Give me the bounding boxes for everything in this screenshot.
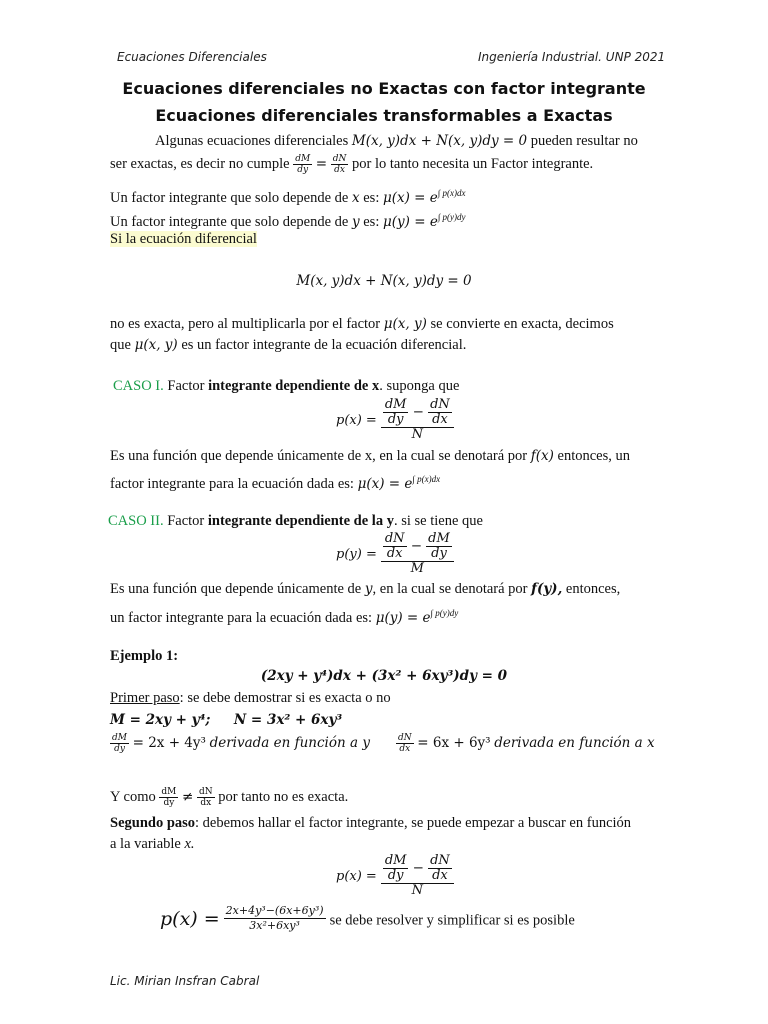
factor-x-exp: ∫ p(x)dx: [437, 188, 466, 198]
caso1-mu: μ(x) = e: [357, 476, 413, 492]
caso2-line1b: , en la cual se denotará por: [372, 581, 528, 597]
no-exacta-line-2: [110, 336, 466, 354]
frac-den: dx: [200, 798, 212, 808]
dM-dy-fraction-ex: [110, 733, 129, 754]
caso2-mu: μ(y) = e: [375, 610, 431, 626]
neq-sign: ≠: [182, 788, 194, 805]
frac-den: dy: [387, 868, 404, 883]
caso1-big-fraction: [381, 398, 454, 442]
caso2-formula: [336, 532, 454, 576]
header-left: Ecuaciones Diferenciales: [117, 50, 267, 64]
factor-x-mu: μ(x) = e: [382, 190, 438, 206]
paso2-formula: [336, 854, 454, 898]
frac-num: dN: [198, 787, 213, 797]
caso2-frac-b: [426, 532, 452, 561]
caso2-line1-text: Es una función que depende únicamente de: [110, 581, 362, 597]
dNdx-value: = 6x + 6y³: [417, 734, 491, 751]
M-N-definitions: [110, 711, 342, 729]
title-main: Ecuaciones diferenciales no Exactas con factor integrante: [122, 79, 646, 98]
title-sub: Ecuaciones diferenciales transformables a Exactas: [155, 106, 613, 125]
caso2-y: y: [364, 581, 373, 597]
frac-den: dx: [432, 412, 448, 427]
factor-x-line: [110, 184, 465, 207]
caso2-fy: f(y),: [531, 581, 563, 597]
no-exacta-c: que: [110, 337, 131, 353]
factor-x-es: es:: [363, 190, 380, 206]
caso1-numerator: $\frac{dM}{dy}$ − $\frac{dN}{dx}$: [381, 398, 454, 428]
frac-num: dM: [161, 787, 177, 797]
frac-den: dx: [334, 165, 345, 175]
caso2-line-1: [110, 580, 620, 598]
dMdy-line: [110, 733, 370, 754]
frac-num: dM: [384, 853, 407, 868]
big-px-fraction: [224, 904, 326, 933]
si-line: [110, 230, 257, 248]
paso2-line-2: [110, 835, 195, 853]
caso1-line1-text: Es una función que depende únicamente de x, en la cual se denotará por: [110, 448, 528, 464]
main-equation: M(x, y)dx + N(x, y)dy = 0: [296, 273, 472, 289]
caso2-big-fraction: [381, 532, 454, 576]
ycomo-a: Y como: [110, 788, 156, 805]
caso2-line-2: [110, 604, 458, 627]
caso2-exp: ∫ p(y)dy: [430, 608, 459, 618]
factor-y-var: y: [351, 214, 360, 230]
caso1-line-2: [110, 470, 440, 493]
caso1-line-1: [110, 447, 630, 465]
frac-den: dy: [297, 165, 309, 175]
factor-y-text: Un factor integrante que solo depende de: [110, 214, 349, 230]
paso2-frac-a: [383, 854, 409, 883]
frac-den: dy: [114, 744, 125, 754]
caso2-heading: [108, 512, 483, 530]
ejemplo-title: Ejemplo 1:: [110, 648, 179, 664]
big-px-tail: se debe resolver y simplificar si es posible: [329, 912, 575, 929]
paso2-lhs: p(x) =: [336, 868, 377, 884]
factor-y-es: es:: [363, 214, 380, 230]
frac-num: dN: [430, 853, 450, 868]
caso1-line2-text: factor integrante para la ecuación dada es:: [110, 476, 354, 492]
frac-num: dM: [384, 397, 407, 412]
dN-dx-fraction-ex: [396, 733, 414, 754]
caso2-a: Factor: [167, 513, 205, 529]
M-N-text: M = 2xy + y⁴; N = 3x² + 6xy³: [110, 712, 343, 728]
dM-dy-fraction-ycomo: [159, 787, 178, 808]
paso1-text: : se debe demostrar si es exacta o no: [179, 690, 391, 706]
paso2-line-1: [110, 814, 631, 832]
big-px-line: [160, 904, 575, 933]
frac-num: dM: [112, 733, 127, 743]
frac-num: dM: [295, 154, 311, 164]
no-exacta-line-1: [110, 315, 614, 333]
dN-dx-fraction-ycomo: [197, 787, 215, 808]
no-exacta-b: se convierte en exacta, decimos: [430, 316, 614, 332]
caso1-denominator: N: [411, 427, 423, 442]
factor-x-text: Un factor integrante que solo depende de: [110, 190, 349, 206]
intro-line-1: [155, 132, 638, 150]
paso2-big-fraction: [381, 854, 454, 898]
caso1-lhs: p(x) =: [336, 412, 377, 428]
frac-den: dx: [432, 868, 448, 883]
dNdx-line: [396, 733, 655, 754]
caso2-bold: integrante dependiente de la y: [207, 513, 394, 529]
paso2-denominator: N: [411, 883, 423, 898]
factor-y-mu: μ(y) = e: [382, 214, 438, 230]
frac-den: dy: [163, 798, 175, 808]
dMdy-value: = 2x + 4y³: [132, 734, 206, 751]
paso1-line: [110, 689, 391, 707]
caso1-exp: ∫ p(x)dx: [412, 474, 441, 484]
caso1-heading: [113, 377, 459, 395]
header-right: Ingeniería Industrial. UNP 2021: [478, 50, 666, 64]
caso1-label: CASO I.: [113, 378, 164, 394]
caso2-lhs: p(y) =: [336, 546, 377, 562]
frac-den: dy: [431, 546, 447, 561]
caso2-line2-text: un factor integrante para la ecuación dada es:: [110, 610, 373, 626]
frac-num: dN: [398, 733, 412, 743]
si-highlight: Si la ecuación diferencial: [110, 231, 257, 247]
no-exacta-a: no es exacta, pero al multiplicarla por el factor: [110, 316, 381, 332]
frac-num: dM: [428, 531, 450, 546]
factor-y-exp: ∫ p(y)dy: [437, 212, 466, 222]
paso2-numerator: $\frac{dM}{dy}$ − $\frac{dN}{dx}$: [381, 854, 454, 884]
frac-num: dN: [332, 154, 347, 164]
paso2-frac-b: [428, 854, 452, 883]
paso1-label: Primer paso: [110, 690, 180, 706]
caso1-formula: [336, 398, 454, 442]
ejemplo-equation: (2xy + y⁴)dx + (3x² + 6xy³)dy = 0: [260, 668, 508, 684]
frac-den: dy: [387, 412, 404, 427]
frac-den: dx: [399, 744, 411, 754]
big-px-denominator: 3x²+6xy³: [249, 919, 300, 932]
no-exacta-mu-2: μ(x, y): [134, 337, 178, 353]
intro-text-c: ser exactas, es decir no cumple: [110, 155, 290, 172]
paso2-text: : debemos hallar el factor integrante, se puede empezar a buscar en función: [195, 815, 632, 831]
caso1-fx: f(x): [530, 448, 554, 464]
caso1-frac-a: [383, 398, 409, 427]
dN-dx-fraction: [331, 154, 349, 175]
caso1-frac-b: [428, 398, 452, 427]
footer-author: Lic. Mirian Insfran Cabral: [110, 974, 260, 988]
intro-line-2: ser exactas, es decir no cumple $\frac{dM}{dy}$ = $\frac{dN}{dx}$ por lo tanto necesita un Factor integrante.: [110, 154, 594, 175]
intro-equation: M(x, y)dx + N(x, y)dy = 0: [351, 133, 528, 149]
intro-text-a: Algunas ecuaciones diferenciales: [155, 133, 349, 149]
caso1-a: Factor: [167, 378, 205, 394]
frac-den: dx: [386, 546, 403, 561]
ycomo-line: [110, 787, 348, 808]
frac-num: dN: [384, 531, 405, 546]
caso2-frac-a: [383, 532, 407, 561]
paso2-var: x.: [184, 836, 195, 852]
paso2-label: Segundo paso: [110, 815, 196, 831]
no-exacta-mu: μ(x, y): [383, 316, 427, 332]
frac-num: dN: [430, 397, 450, 412]
caso2-numerator: $\frac{dN}{dx}$ − $\frac{dM}{dy}$: [381, 532, 454, 562]
dM-dy-fraction: [293, 154, 312, 175]
intro-text-d: por lo tanto necesita un Factor integrante.: [352, 155, 594, 172]
factor-y-line: [110, 208, 466, 231]
intro-text-b: pueden resultar no: [530, 133, 638, 149]
caso1-bold: integrante dependiente de x: [208, 378, 380, 394]
dMdy-desc: derivada en función a y: [209, 734, 370, 751]
caso2-denominator: M: [410, 561, 424, 576]
caso2-b: . si se tiene que: [393, 513, 483, 529]
factor-x-var: x: [351, 190, 360, 206]
big-px-numerator: 2x+4y³−(6x+6y³): [225, 904, 324, 917]
dNdx-desc: derivada en función a x: [494, 734, 655, 751]
big-px-lhs: p(x) =: [160, 907, 220, 930]
caso1-line1b: entonces, un: [557, 448, 630, 464]
ycomo-b: por tanto no es exacta.: [218, 788, 349, 805]
no-exacta-d: es un factor integrante de la ecuación diferencial.: [181, 337, 467, 353]
paso2-line2-text: a la variable: [110, 836, 181, 852]
caso2-label: CASO II.: [108, 513, 164, 529]
caso2-line1c: entonces,: [565, 581, 621, 597]
caso1-b: . suponga que: [379, 378, 460, 394]
